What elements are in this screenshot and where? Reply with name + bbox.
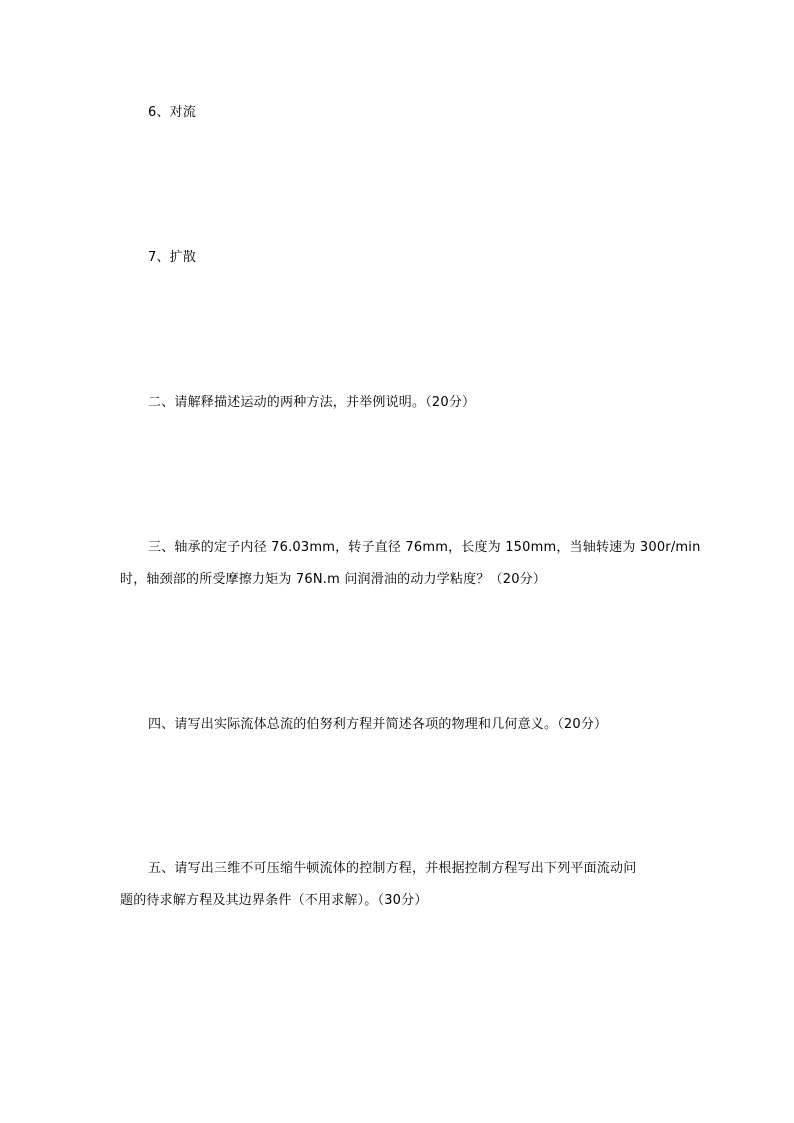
item-diffusion: 7、扩散 xyxy=(148,250,197,265)
question-5-line-1: 五、请写出三维不可压缩牛顿流体的控制方程，并根据控制方程写出下列平面流动问 xyxy=(148,861,637,876)
question-3-line-1: 三、轴承的定子内径 76.03mm，转子直径 76mm，长度为 150mm，当轴转速为 300r/min xyxy=(148,540,701,555)
item-convection: 6、对流 xyxy=(148,105,197,120)
question-2-line-1: 二、请解释描述运动的两种方法，并举例说明。（20分） xyxy=(148,395,476,410)
question-5-line-2: 题的待求解方程及其边界条件（不用求解）。（30分） xyxy=(120,893,428,908)
question-4-line-1: 四、请写出实际流体总流的伯努利方程并简述各项的物理和几何意义。（20分） xyxy=(148,717,608,732)
question-3-line-2: 时，轴颈部的所受摩擦力矩为 76N.m 问润滑油的动力学粘度？（20分） xyxy=(120,572,547,587)
